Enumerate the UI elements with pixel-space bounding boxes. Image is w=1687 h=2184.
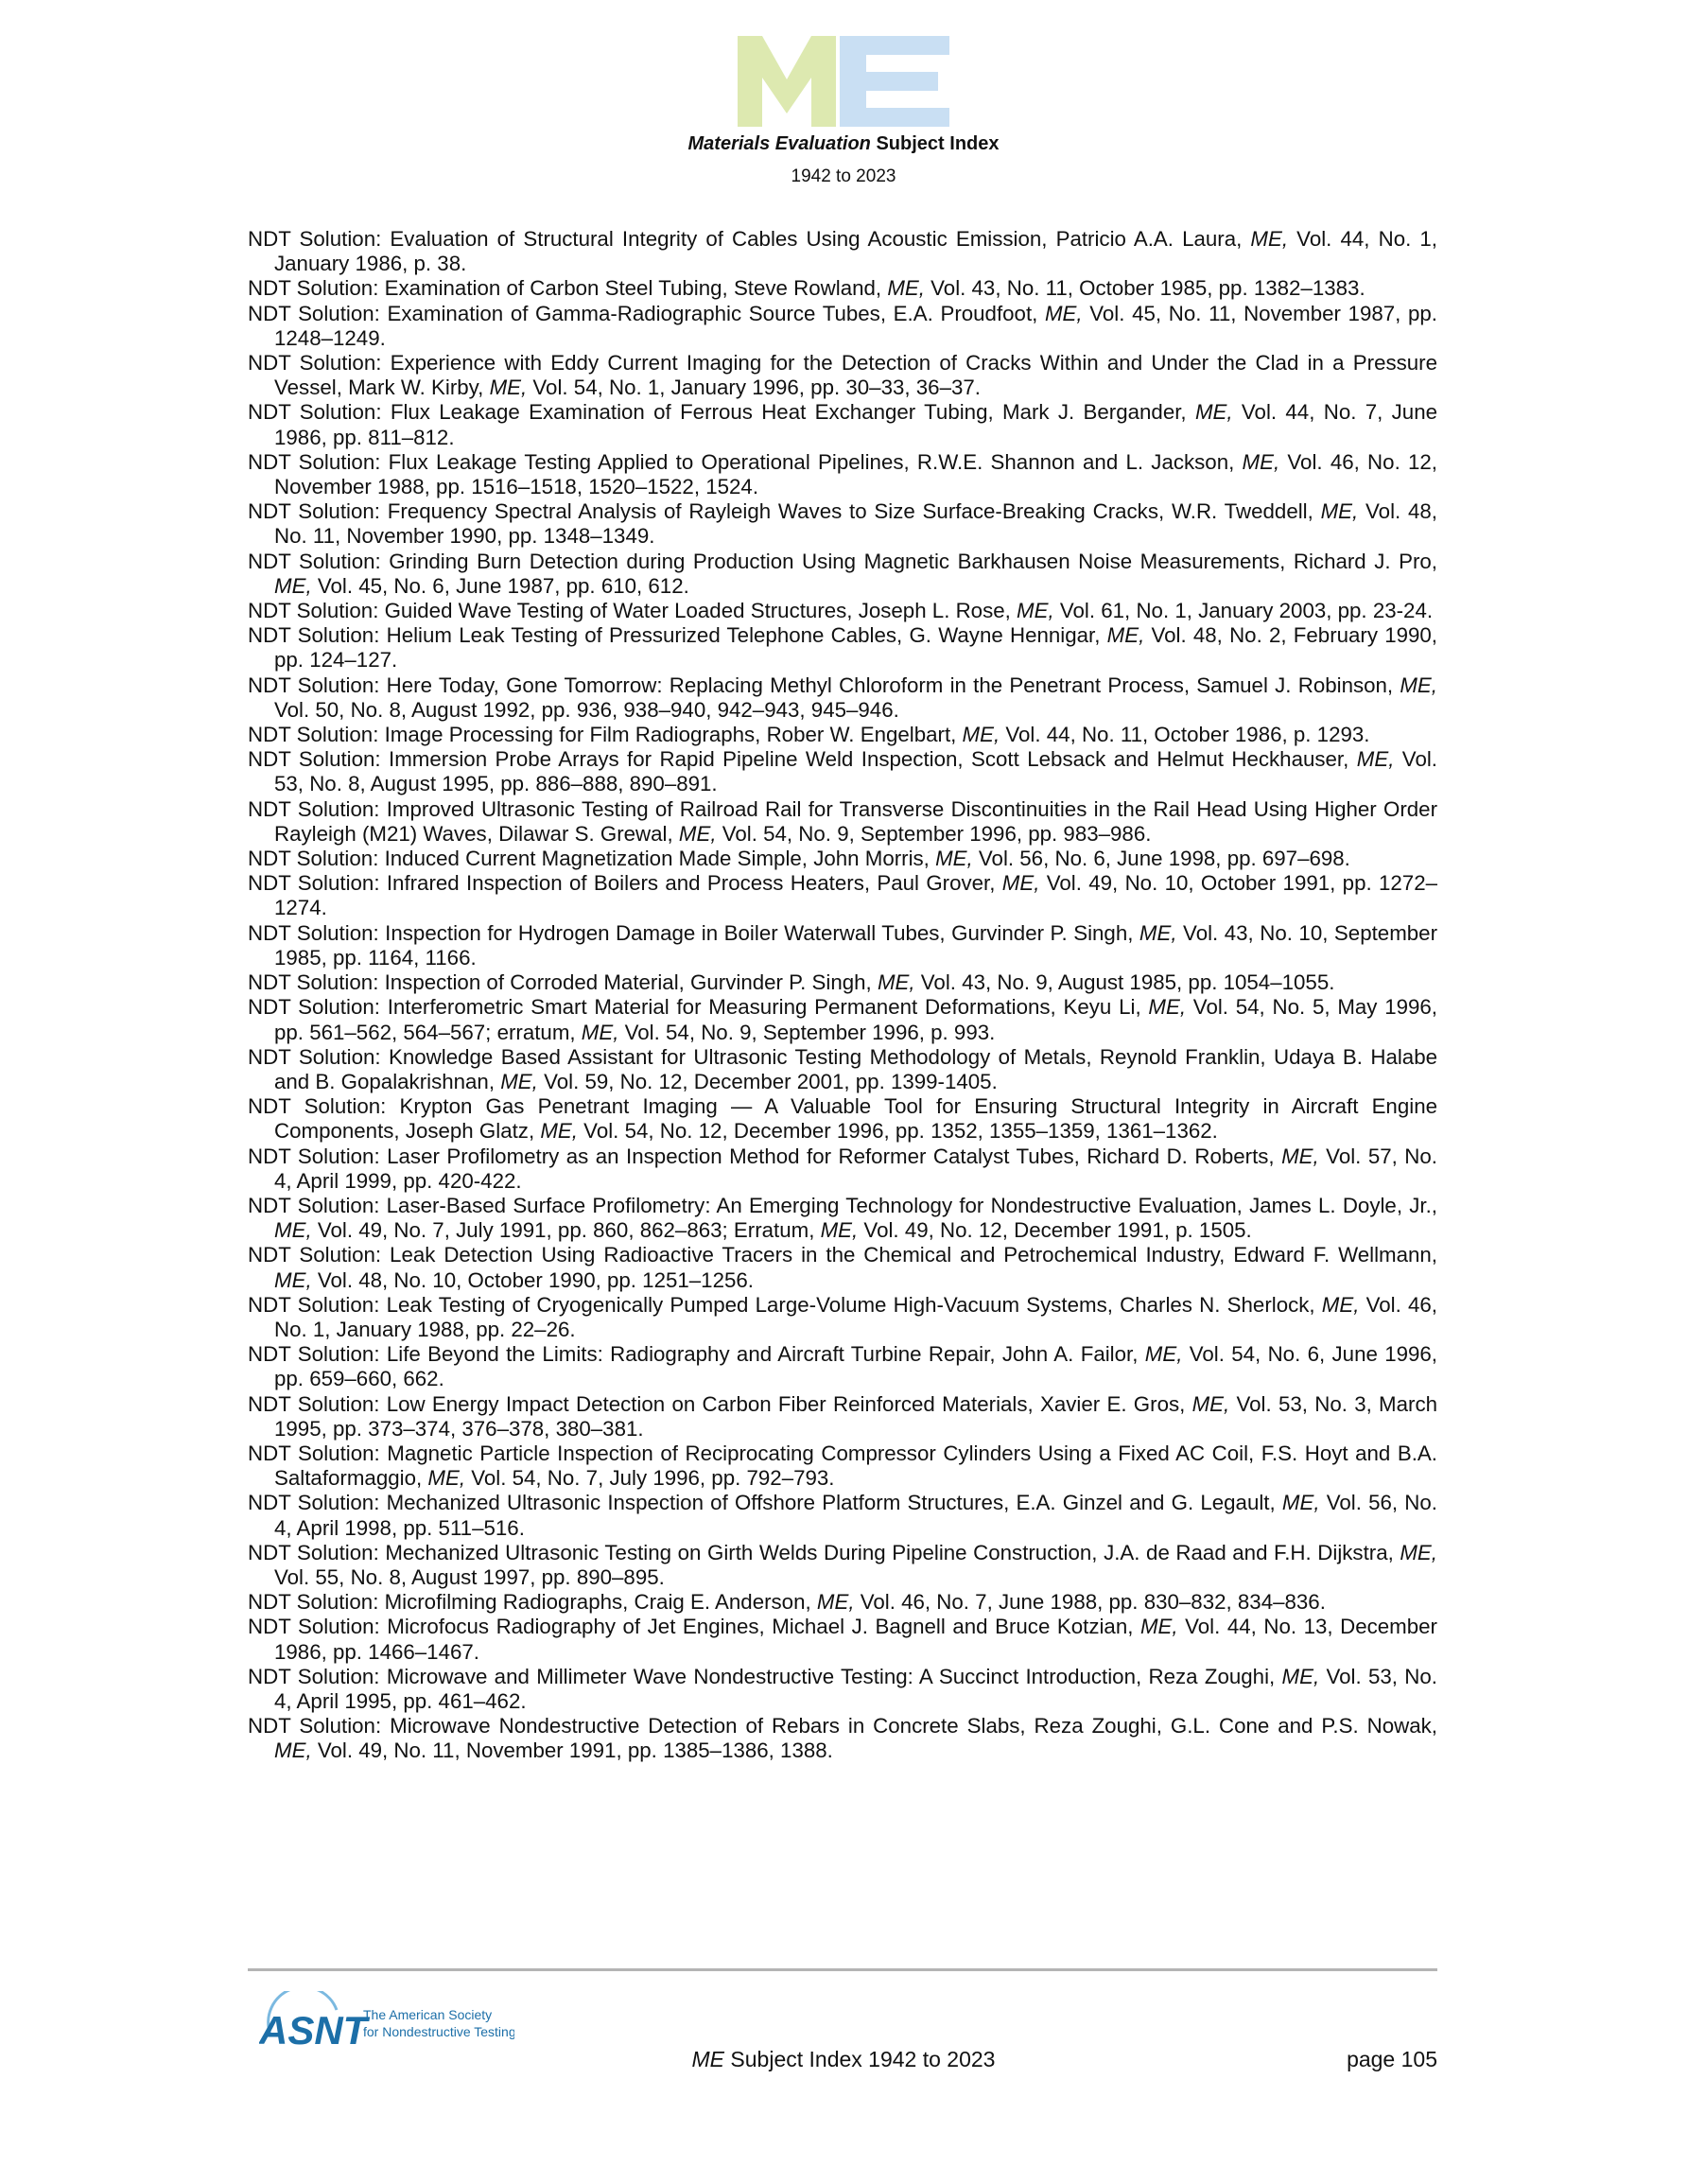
entry-text: NDT Solution: Mechanized Ultrasonic Inspection of Offshore Platform Structures, E.A. Ginzel and G. Legault, [248, 1491, 1282, 1515]
index-entry [248, 1590, 1437, 1615]
index-entry [248, 550, 1437, 599]
journal-abbrev: ME, [274, 1738, 312, 1763]
entry-text: NDT Solution: Magnetic Particle Inspection of Reciprocating Compressor Cylinders Using a Fixed AC Coil, F.S. Hoyt and B.A. Saltaformaggio, [248, 1441, 1437, 1491]
entry-text: NDT Solution: Microwave and Millimeter Wave Nondestructive Testing: A Succinct Introduction, Reza Zoughi, [248, 1664, 1282, 1688]
entry-text: Vol. 54, No. 5, May 1996, pp. 561–562, 564–567; erratum, [274, 995, 1437, 1044]
journal-abbrev: ME, [877, 970, 915, 995]
index-entry [248, 227, 1437, 276]
index-entry [248, 1714, 1437, 1763]
journal-abbrev: ME, [1106, 623, 1145, 648]
entry-text: NDT Solution: Frequency Spectral Analysis of Rayleigh Waves to Size Surface-Breaking Cracks, W.R. Tweddell, [248, 499, 1321, 524]
entry-text: NDT Solution: Evaluation of Structural Integrity of Cables Using Acoustic Emission, Patricio A.A. Laura, [248, 227, 1251, 251]
journal-abbrev: ME, [1400, 673, 1437, 697]
journal-abbrev: ME, [1281, 1664, 1320, 1688]
index-entry [248, 847, 1437, 871]
index-entry [248, 499, 1437, 549]
entry-text: Vol. 56, No. 6, June 1998, pp. 697–698. [972, 847, 1350, 871]
journal-abbrev: ME, [1321, 1292, 1360, 1317]
entry-text: NDT Solution: Knowledge Based Assistant for Ultrasonic Testing Methodology of Metals, Reynold Franklin, Udaya B. Halabe and B. Gopalakrishnan, [248, 1044, 1437, 1093]
index-entry [248, 747, 1437, 796]
journal-abbrev: ME, [274, 1218, 312, 1243]
entry-text: Vol. 59, No. 12, December 2001, pp. 1399-1405. [537, 1069, 998, 1093]
entry-text: Vol. 53, No. 8, August 1995, pp. 886–888, 890–891. [274, 747, 1438, 796]
entry-text: NDT Solution: Interferometric Smart Material for Measuring Permanent Deformations, Keyu Li, [248, 995, 1149, 1020]
index-entry [248, 1342, 1437, 1391]
journal-abbrev: ME, [887, 276, 925, 301]
index-entry [248, 1194, 1437, 1243]
entry-text: NDT Solution: Helium Leak Testing of Pressurized Telephone Cables, G. Wayne Hennigar, [248, 623, 1107, 648]
index-entry [248, 871, 1437, 920]
index-entry [248, 1144, 1437, 1194]
page-number: page 105 [1347, 2047, 1437, 2071]
journal-abbrev: ME, [1281, 1491, 1320, 1515]
footer-divider [248, 1968, 1437, 1971]
entry-text: Vol. 44, No. 11, October 1986, p. 1293. [1000, 723, 1370, 747]
entry-text: NDT Solution: Experience with Eddy Current Imaging for the Detection of Cracks Within and Under the Clad in a Pressure Vessel, Mark W. Kirby, [248, 351, 1437, 400]
svg-text:The American Society: The American Society [363, 2007, 493, 2022]
entry-text: NDT Solution: Microfocus Radiography of Jet Engines, Michael J. Bagnell and Bruce Kotzian, [248, 1615, 1140, 1639]
entry-text: Vol. 61, No. 1, January 2003, pp. 23-24. [1053, 599, 1434, 623]
entry-text: NDT Solution: Leak Detection Using Radioactive Tracers in the Chemical and Petrochemical Industry, Edward F. Wellmann, [248, 1243, 1437, 1267]
entry-text: NDT Solution: Flux Leakage Examination of Ferrous Heat Exchanger Tubing, Mark J. Bergander, [248, 400, 1195, 425]
entry-text: Vol. 48, No. 11, November 1990, pp. 1348–1349. [274, 499, 1437, 549]
journal-abbrev: ME, [962, 723, 1000, 747]
entry-text: NDT Solution: Guided Wave Testing of Water Loaded Structures, Joseph L. Rose, [248, 599, 1017, 623]
journal-abbrev: ME, [1148, 995, 1187, 1020]
entry-text: Vol. 44, No. 13, December 1986, pp. 1466–1467. [274, 1615, 1437, 1664]
index-entry [248, 1441, 1437, 1491]
entry-text: NDT Solution: Improved Ultrasonic Testing of Railroad Rail for Transverse Discontinuities in the Rail Head Using Higher Order Rayleigh (M21) Waves, Dilawar S. Grewal, [248, 796, 1437, 846]
entry-text: Vol. 45, No. 11, November 1987, pp. 1248–1249. [274, 301, 1437, 350]
entry-text: NDT Solution: Low Energy Impact Detection on Carbon Fiber Reinforced Materials, Xavier E. Gros, [248, 1391, 1192, 1416]
entry-text: NDT Solution: Life Beyond the Limits: Radiography and Aircraft Turbine Repair, John A. Failor, [248, 1342, 1145, 1367]
svg-text:ASNT: ASNT [259, 2008, 368, 2053]
entry-text: NDT Solution: Here Today, Gone Tomorrow: Replacing Methyl Chloroform in the Penetrant Process, Samuel J. Robinson, [248, 673, 1400, 697]
entry-text: Vol. 54, No. 9, September 1996, p. 993. [618, 1020, 996, 1044]
entry-text: Vol. 43, No. 10, September 1985, pp. 1164, 1166. [274, 920, 1437, 970]
entry-text: Vol. 49, No. 10, October 1991, pp. 1272–1274. [274, 871, 1438, 920]
journal-abbrev: ME, [1400, 1540, 1437, 1564]
journal-abbrev: ME, [1139, 1615, 1178, 1639]
journal-abbrev: ME, [489, 376, 528, 400]
entry-text: NDT Solution: Mechanized Ultrasonic Testing on Girth Welds During Pipeline Construction, J.A. de Raad and F.H. Dijkstra, [248, 1540, 1400, 1564]
entry-text: NDT Solution: Laser-Based Surface Profilometry: An Emerging Technology for Nondestructive Evaluation, James L. Doyle, Jr., [248, 1193, 1437, 1217]
index-entry [248, 673, 1437, 723]
entry-text: Vol. 45, No. 6, June 1987, pp. 610, 612. [311, 573, 689, 598]
entry-text: Vol. 46, No. 1, January 1988, pp. 22–26. [274, 1292, 1437, 1341]
entry-text: Vol. 50, No. 8, August 1992, pp. 936, 938–940, 942–943, 945–946. [274, 697, 899, 722]
entry-text: NDT Solution: Flux Leakage Testing Applied to Operational Pipelines, R.W.E. Shannon and L. Jackson, [248, 449, 1243, 474]
entry-text: Vol. 55, No. 8, August 1997, pp. 890–895. [274, 1564, 665, 1589]
index-entry [248, 276, 1437, 301]
entry-text: NDT Solution: Examination of Gamma-Radiographic Source Tubes, E.A. Proudfoot, [248, 301, 1045, 325]
journal-abbrev: ME, [274, 573, 312, 598]
entry-text: Vol. 54, No. 12, December 1996, pp. 1352, 1355–1359, 1361–1362. [577, 1119, 1218, 1144]
index-entry [248, 623, 1437, 673]
entry-text: Vol. 48, No. 10, October 1990, pp. 1251–1256. [311, 1267, 754, 1292]
entry-text: NDT Solution: Inspection of Corroded Material, Gurvinder P. Singh, [248, 970, 878, 995]
journal-abbrev: ME, [500, 1069, 538, 1093]
entry-text: Vol. 56, No. 4, April 1998, pp. 511–516. [274, 1491, 1438, 1540]
entry-text: Vol. 43, No. 11, October 1985, pp. 1382–1383. [924, 276, 1365, 301]
svg-text:for Nondestructive Testing: for Nondestructive Testing [363, 2024, 514, 2039]
journal-abbrev: ME, [1194, 400, 1233, 425]
entry-text: Vol. 53, No. 4, April 1995, pp. 461–462. [274, 1664, 1437, 1713]
journal-abbrev: ME, [1191, 1391, 1230, 1416]
index-entry [248, 1615, 1437, 1664]
index-entry [248, 351, 1437, 400]
index-entry [248, 1665, 1437, 1714]
index-entry [248, 1293, 1437, 1342]
journal-abbrev: ME, [540, 1119, 578, 1144]
entry-text: NDT Solution: Inspection for Hydrogen Damage in Boiler Waterwall Tubes, Gurvinder P. Singh, [248, 920, 1139, 945]
index-title: Materials Evaluation Subject Index [687, 133, 1000, 154]
entry-text: NDT Solution: Immersion Probe Arrays for Rapid Pipeline Weld Inspection, Scott Lebsack and Helmut Heckhauser, [248, 747, 1357, 772]
journal-abbrev: ME, [1242, 449, 1280, 474]
entry-text: NDT Solution: Krypton Gas Penetrant Imaging — A Valuable Tool for Ensuring Structural Integrity in Aircraft Engine Components, Joseph Glatz, [248, 1094, 1437, 1144]
entry-text: Vol. 57, No. 4, April 1999, pp. 420-422. [274, 1144, 1437, 1193]
journal-abbrev: ME, [427, 1466, 466, 1491]
index-entry [248, 1094, 1437, 1144]
journal-abbrev: ME, [820, 1218, 859, 1243]
journal-abbrev: ME, [1320, 499, 1359, 524]
journal-abbrev: ME, [1356, 747, 1395, 772]
journal-abbrev: ME, [678, 821, 717, 846]
entry-text: NDT Solution: Examination of Carbon Steel Tubing, Steve Rowland, [248, 276, 888, 301]
journal-abbrev: ME, [1001, 871, 1040, 896]
journal-abbrev: ME, [1139, 920, 1177, 945]
entry-text: Vol. 44, No. 1, January 1986, p. 38. [274, 227, 1438, 276]
entry-text: Vol. 46, No. 7, June 1988, pp. 830–832, 834–836. [854, 1590, 1326, 1615]
entry-text: Vol. 49, No. 7, July 1991, pp. 860, 862–863; Erratum, [311, 1218, 821, 1243]
footer-title: ME Subject Index 1942 to 2023 [691, 2047, 996, 2071]
journal-abbrev: ME, [1281, 1144, 1319, 1168]
journal-abbrev: ME, [1250, 227, 1289, 251]
entry-text: NDT Solution: Grinding Burn Detection during Production Using Magnetic Barkhausen Noise Measurements, Richard J. Pro, [248, 549, 1437, 573]
entry-text: NDT Solution: Laser Profilometry as an Inspection Method for Reformer Catalyst Tubes, Richard D. Roberts, [248, 1144, 1282, 1168]
index-entry [248, 1045, 1437, 1094]
index-entry [248, 1491, 1437, 1540]
index-entry [248, 995, 1437, 1044]
entry-text: Vol. 44, No. 7, June 1986, pp. 811–812. [274, 400, 1437, 449]
entry-text: Vol. 43, No. 9, August 1985, pp. 1054–1055. [914, 970, 1335, 995]
entry-text: Vol. 54, No. 7, July 1996, pp. 792–793. [465, 1466, 835, 1491]
entry-text: NDT Solution: Microwave Nondestructive Detection of Rebars in Concrete Slabs, Reza Zoughi, G.L. Cone and P.S. Nowak, [248, 1714, 1437, 1738]
index-entry [248, 1541, 1437, 1590]
journal-abbrev: ME, [581, 1020, 619, 1044]
journal-abbrev: ME, [816, 1590, 855, 1615]
entry-text: NDT Solution: Infrared Inspection of Boilers and Process Heaters, Paul Grover, [248, 871, 1002, 896]
entry-text: Vol. 54, No. 6, June 1996, pp. 659–660, 662. [274, 1342, 1438, 1391]
entry-text: NDT Solution: Leak Testing of Cryogenically Pumped Large-Volume High-Vacuum Systems, Charles N. Sherlock, [248, 1292, 1322, 1317]
entry-text: Vol. 49, No. 11, November 1991, pp. 1385–1386, 1388. [311, 1738, 833, 1763]
journal-abbrev: ME, [274, 1267, 312, 1292]
index-entry [248, 1392, 1437, 1441]
entry-text: Vol. 49, No. 12, December 1991, p. 1505. [858, 1218, 1252, 1243]
journal-abbrev: ME, [935, 847, 973, 871]
entry-text: Vol. 54, No. 1, January 1996, pp. 30–33, 36–37. [527, 376, 981, 400]
entry-text: Vol. 46, No. 12, November 1988, pp. 1516–1518, 1520–1522, 1524. [274, 449, 1437, 499]
index-entry [248, 723, 1437, 747]
index-years: 1942 to 2023 [791, 166, 896, 186]
journal-abbrev: ME, [1044, 301, 1083, 325]
index-entry [248, 797, 1437, 847]
entry-text: NDT Solution: Microfilming Radiographs, Craig E. Anderson, [248, 1590, 817, 1615]
index-entry [248, 1243, 1437, 1292]
index-entry [248, 450, 1437, 499]
entry-text: Vol. 48, No. 2, February 1990, pp. 124–127. [274, 623, 1437, 673]
entry-text: NDT Solution: Image Processing for Film Radiographs, Rober W. Engelbart, [248, 723, 963, 747]
index-entries [248, 227, 1437, 1764]
index-entry [248, 970, 1437, 995]
me-logo [0, 36, 1687, 127]
entry-text: NDT Solution: Induced Current Magnetization Made Simple, John Morris, [248, 847, 936, 871]
index-entry [248, 302, 1437, 351]
index-entry [248, 921, 1437, 970]
index-entry [248, 400, 1437, 449]
journal-abbrev: ME, [1144, 1342, 1183, 1367]
index-entry [248, 599, 1437, 623]
journal-abbrev: ME, [1017, 599, 1054, 623]
entry-text: Vol. 53, No. 3, March 1995, pp. 373–374, 376–378, 380–381. [274, 1391, 1438, 1441]
entry-text: Vol. 54, No. 9, September 1996, pp. 983–986. [716, 821, 1152, 846]
